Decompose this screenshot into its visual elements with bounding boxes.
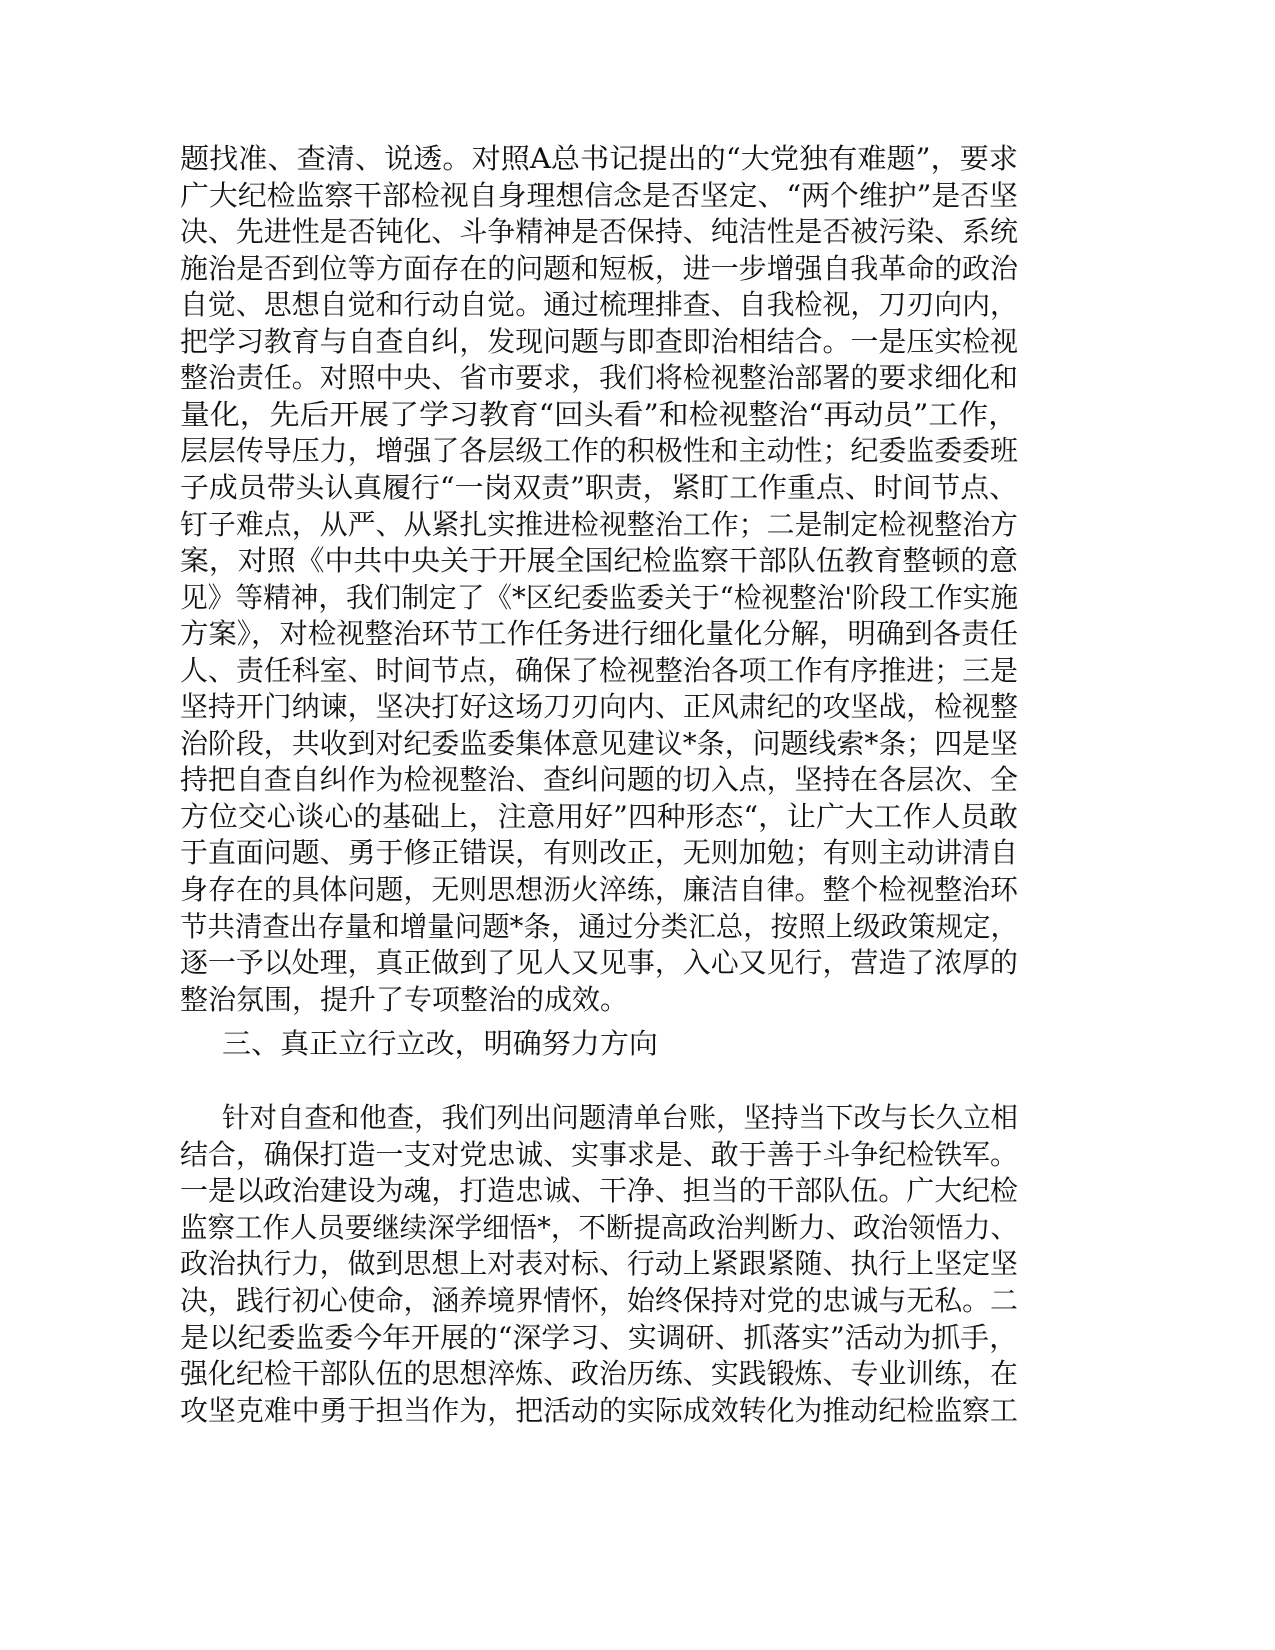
text-line-content: 节共清查出存量和增量问题*条，通过分类汇总，按照上级政策规定，	[180, 909, 1018, 943]
text-line	[0, 943, 1275, 983]
text-line	[0, 505, 1275, 545]
text-line-content: 治阶段，共收到对纪委监委集体意见建议*条，问题线索*条；四是坚	[180, 726, 1018, 760]
text-line-content: 量化，先后开展了学习教育“回头看”和检视整治“再动员”工作，	[180, 397, 1019, 431]
text-line-content: 监察工作人员要继续深学细悟*，不断提高政治判断力、政治领悟力、	[180, 1210, 1018, 1244]
text-line	[0, 212, 1275, 252]
text-line	[0, 614, 1275, 654]
text-line	[0, 1171, 1275, 1211]
text-line	[0, 724, 1275, 764]
text-line-content: 子成员带头认真履行“一岗双责”职责，紧盯工作重点、时间节点、	[180, 470, 1018, 504]
text-line	[0, 651, 1275, 691]
text-line	[0, 833, 1275, 873]
text-line-content: 决，践行初心使命，涵养境界情怀，始终保持对党的忠诚与无私。二	[180, 1284, 1018, 1317]
text-line	[0, 395, 1275, 435]
section-heading	[0, 1024, 1275, 1064]
text-line-content: 一是以政治建设为魂，打造忠诚、干净、担当的干部队伍。广大纪检	[180, 1174, 1018, 1208]
text-line-content: 于直面问题、勇于修正错误，有则改正，无则加勉；有则主动讲清自	[180, 836, 1018, 870]
text-line-content: 坚持开门纳谏，坚决打好这场刀刃向内、正风肃纪的攻坚战，检视整	[180, 690, 1018, 724]
text-line-content: 人、责任科室、时间节点，确保了检视整治各项工作有序推进；三是	[180, 653, 1018, 687]
text-line	[0, 285, 1275, 325]
text-line	[0, 1281, 1275, 1321]
text-line-content: 广大纪检监察干部检视自身理想信念是否坚定、“两个维护”是否坚	[180, 178, 1018, 212]
text-line	[0, 249, 1275, 289]
text-line-content: 题找准、查清、说透。对照A总书记提出的“大党独有难题”，要求	[180, 142, 1019, 175]
text-line-content: 钉子难点，从严、从紧扎实推进检视整治工作；二是制定检视整治方	[180, 507, 1018, 541]
text-line-content: 针对自查和他查，我们列出问题清单台账，坚持当下改与长久立相	[222, 1101, 1019, 1134]
text-line	[0, 322, 1275, 362]
text-line	[0, 578, 1275, 618]
text-line	[0, 1244, 1275, 1284]
text-line-content: 整治责任。对照中央、省市要求，我们将检视整治部署的要求细化和	[180, 361, 1018, 395]
text-line-content: 方位交心谈心的基础上，注意用好”四种形态“，让广大工作人员敢	[180, 799, 1018, 833]
text-line	[0, 358, 1275, 398]
text-line-content: 强化纪检干部队伍的思想淬炼、政治历练、实践锻炼、专业训练，在	[180, 1357, 1018, 1391]
text-line	[0, 541, 1275, 581]
text-line	[0, 797, 1275, 837]
text-line	[0, 870, 1275, 910]
text-line-content: 方案》，对检视整治环节工作任务进行细化量化分解，明确到各责任	[180, 617, 1018, 651]
text-line	[0, 1208, 1275, 1248]
text-line-content: 整治氛围，提升了专项整治的成效。	[180, 982, 629, 1016]
text-line	[0, 139, 1275, 179]
text-line-content: 决、先进性是否钝化、斗争精神是否保持、纯洁性是否被污染、系统	[180, 215, 1018, 249]
text-line	[0, 468, 1275, 508]
text-line	[0, 1098, 1275, 1138]
text-line-content: 政治执行力，做到思想上对表对标、行动上紧跟紧随、执行上坚定坚	[180, 1247, 1018, 1281]
text-line	[0, 1391, 1275, 1431]
text-line	[0, 907, 1275, 947]
text-line-content: 施治是否到位等方面存在的问题和短板，进一步增强自我革命的政治	[180, 251, 1018, 285]
text-line-content: 层层传导压力，增强了各层级工作的积极性和主动性；纪委监委委班	[180, 434, 1018, 468]
text-line	[0, 687, 1275, 727]
text-line	[0, 1354, 1275, 1394]
text-line	[0, 760, 1275, 800]
text-line	[0, 1135, 1275, 1175]
text-line-content: 是以纪委监委今年开展的“深学习、实调研、抓落实”活动为抓手，	[180, 1320, 1018, 1354]
text-line	[0, 1318, 1275, 1358]
text-line-content: 见》等精神，我们制定了《*区纪委监委关于“检视整治'阶段工作实施	[180, 580, 1019, 614]
section-heading-text: 三、真正立行立改，明确努力方向	[222, 1027, 659, 1060]
text-line-content: 自觉、思想自觉和行动自觉。通过梳理排查、自我检视，刀刃向内，	[180, 288, 1018, 322]
text-line	[0, 431, 1275, 471]
text-line	[0, 980, 1275, 1020]
text-line-content: 身存在的具体问题，无则思想沥火淬练，廉洁自律。整个检视整治环	[180, 873, 1018, 906]
text-line-content: 案，对照《中共中央关于开展全国纪检监察干部队伍教育整顿的意	[180, 544, 1019, 578]
text-line-content: 攻坚克难中勇于担当作为，把活动的实际成效转化为推动纪检监察工	[180, 1393, 1018, 1427]
text-line	[0, 176, 1275, 216]
text-line-content: 结合，确保打造一支对党忠诚、实事求是、敢于善于斗争纪检铁军。	[180, 1137, 1018, 1171]
text-line-content: 逐一予以处理，真正做到了见人又见事，入心又见行，营造了浓厚的	[180, 946, 1018, 980]
text-line-content: 把学习教育与自查自纠，发现问题与即查即治相结合。一是压实检视	[180, 324, 1018, 358]
text-line-content: 持把自查自纠作为检视整治、查纠问题的切入点，坚持在各层次、全	[180, 763, 1018, 797]
